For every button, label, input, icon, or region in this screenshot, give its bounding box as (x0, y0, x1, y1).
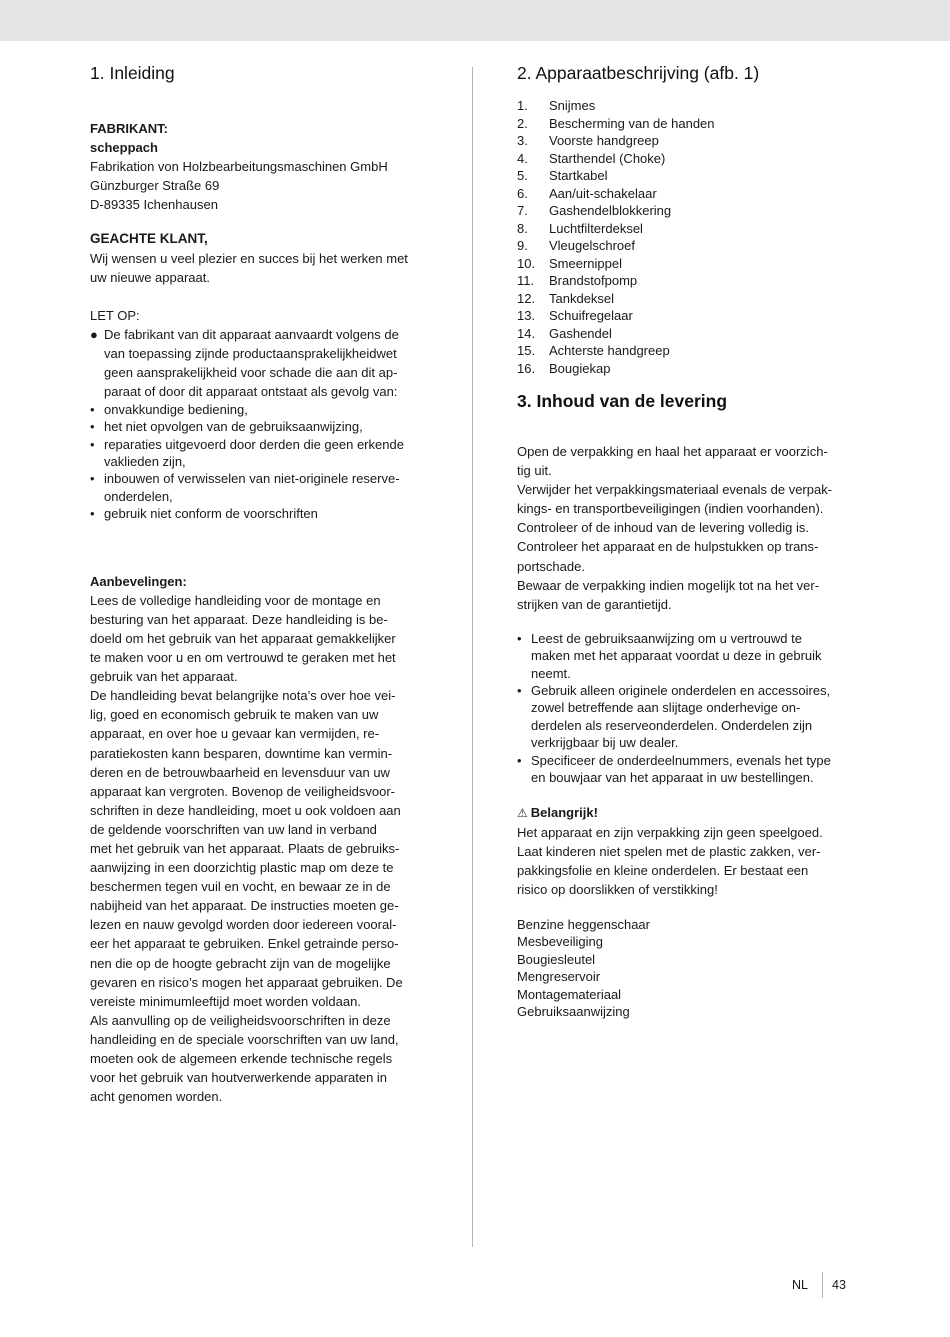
part-number: 7. (517, 203, 528, 218)
part-label: Voorste handgreep (549, 133, 659, 148)
contents-item: Benzine heggenschaar (517, 916, 650, 932)
bullet-icon: • (90, 471, 95, 487)
part-label: Bougiekap (549, 360, 611, 376)
part-label: Achterste handgreep (549, 343, 670, 358)
dear-customer-line: uw nieuwe apparaat. (90, 269, 210, 285)
delivery-line: Controleer het apparaat en de hulpstukken op trans- (517, 539, 819, 555)
recommendations-line: de geldende voorschriften van uw land in verband (90, 821, 377, 837)
bullet-icon: ● (90, 326, 98, 342)
recommendations-line: apparaat kan vergroten. Bovenop de veiligheidsvoor- (90, 783, 395, 799)
part-label: Luchtfilterdeksel (549, 220, 643, 236)
delivery-line: tig uit. (517, 463, 552, 479)
contents-item: Montagemateriaal (517, 986, 622, 1002)
list-item-line: verkrijgbaar bij uw dealer. (531, 735, 679, 751)
list-item-line: en bouwjaar van het apparaat in uw bestellingen. (531, 770, 814, 786)
list-item: • gebruik niet conform de voorschriften (90, 506, 318, 522)
list-item-line: Leest de gebruiksaanwijzing om u vertrouwd te (531, 630, 802, 646)
contents-item: Mesbeveiliging (517, 934, 603, 950)
recommendations-line: lig, goed en economisch gebruik te maken van uw (90, 707, 379, 723)
dear-customer-line: Wij wensen u veel plezier en succes bij het werken met (90, 250, 408, 266)
list-item-line: zowel betreffende aan slijtage onderhevige on- (531, 700, 801, 716)
left-column (90, 60, 435, 1106)
important-line: Het apparaat en zijn verpakking zijn geen speelgoed. (517, 824, 823, 840)
important-text (517, 823, 862, 899)
page-number: 43 (832, 1278, 846, 1292)
contents-item: Bougiesleutel (517, 951, 596, 967)
recommendations-line: schriften in deze handleiding, moet u ook voldoen aan (90, 802, 401, 818)
language-code: NL (792, 1278, 808, 1292)
part-number: 6. (517, 185, 528, 201)
footer-divider (822, 1272, 823, 1298)
recommendations-line: gevaren en risico’s mogen het apparaat gebruiken. De (90, 974, 403, 990)
delivery-line: Bewaar de verpakking indien mogelijk tot na het ver- (517, 577, 820, 593)
delivery-line: strijken van de garantietijd. (517, 596, 672, 612)
part-number: 13. (517, 308, 536, 323)
delivery-line: Controleer of de inhoud van de levering volledig is. (517, 520, 809, 536)
list-item (517, 682, 862, 752)
part-item (517, 202, 862, 220)
part-number: 1. (517, 98, 528, 113)
recommendations-line: eer het apparaat te gebruiken. Enkel getrainde perso- (90, 936, 399, 952)
recommendations-line: Als aanvulling op de veiligheidsvoorschriften in deze (90, 1012, 391, 1028)
delivery-line: kings- en transportbeveiligingen (indien voorhanden). (517, 501, 824, 517)
part-item (517, 150, 862, 168)
recommendations-line: lezen en nauw gevolgd worden door iedereen vooral- (90, 917, 397, 933)
part-item (517, 237, 862, 255)
contents-item: Gebruiksaanwijzing (517, 1004, 630, 1020)
part-number: 9. (517, 238, 528, 253)
list-item-line: Gebruik alleen originele onderdelen en accessoires, (531, 683, 831, 699)
delivery-line: Open de verpakking en haal het apparaat er voorzich- (517, 444, 828, 459)
part-number: 11. (517, 273, 535, 288)
part-item (517, 360, 862, 378)
bullet-icon: • (90, 436, 95, 452)
part-number: 16. (517, 360, 536, 376)
bullet-icon: • (517, 752, 522, 768)
contents-item: Mengreservoir (517, 969, 601, 985)
warning-triangle-icon: ⚠ (517, 805, 528, 820)
part-item (517, 307, 862, 325)
manufacturer-label: FABRIKANT: (90, 121, 168, 136)
address-line: D-89335 Ichenhausen (90, 197, 218, 213)
important-heading: ⚠ Belangrijk! (517, 803, 862, 823)
right-column (517, 60, 862, 1021)
bullet-icon: • (517, 683, 522, 699)
recommendations-line: voor het gebruik van houtverwerkende apparaten in (90, 1070, 388, 1086)
part-item (517, 325, 862, 343)
part-number: 12. (517, 290, 536, 306)
delivery-text (517, 442, 862, 614)
part-label: Brandstofpomp (549, 273, 638, 288)
part-item (517, 342, 862, 360)
part-label: Snijmes (549, 98, 596, 113)
important-line: Laat kinderen niet spelen met de plastic zakken, ver- (517, 843, 821, 859)
list-item: • inbouwen of verwisselen van niet-originele reserve- onderdelen, (90, 471, 400, 504)
part-label: Bescherming van de handen (549, 115, 715, 131)
list-item: • onvakkundige bediening, (90, 401, 248, 417)
manufacturer-name: scheppach (90, 140, 158, 156)
recommendations-line: gebruik van het apparaat. (90, 669, 238, 685)
part-number: 3. (517, 133, 528, 148)
dear-customer-heading: GEACHTE KLANT, (90, 231, 208, 247)
recommendations-line: te maken voor u en om vertrouwd te geraken met het (90, 650, 396, 666)
part-number: 10. (517, 255, 536, 271)
section-title-delivery-contents: 3. Inhoud van de levering (517, 391, 728, 411)
section-title-introduction: 1. Inleiding (90, 63, 175, 83)
part-label: Vleugelschroef (549, 238, 635, 253)
part-item (517, 290, 862, 308)
part-number: 8. (517, 220, 528, 236)
recommendations-line: moeten ook de algemeen erkende technische regels (90, 1051, 393, 1067)
list-item: • het niet opvolgen van de gebruiksaanwijzing, (90, 419, 363, 435)
part-number: 15. (517, 343, 536, 358)
recommendations-line: vereiste minimumleeftijd moet worden voldaan. (90, 993, 361, 1009)
recommendations-line: aanwijzing in een doorzichtig plastic map om deze te (90, 860, 394, 876)
recommendations-line: Lees de volledige handleiding voor de montage en (90, 592, 381, 608)
part-label: Startkabel (549, 168, 608, 183)
bullet-icon: • (90, 506, 95, 522)
part-label: Gashendel (549, 325, 612, 341)
list-item: ● De fabrikant van dit apparaat aanvaardt volgens de van toepassing zijnde productaansprakelijkheidwet geen aansprakelijkheid voor schade die aan dit ap- paraat of door dit apparaat ontstaat als gevolg van: (90, 326, 399, 399)
part-label: Gashendelblokkering (549, 203, 672, 218)
part-label: Aan/uit-schakelaar (549, 185, 657, 201)
bullet-icon: • (517, 630, 522, 646)
part-item (517, 115, 862, 133)
list-item (517, 752, 862, 787)
part-label: Smeernippel (549, 255, 622, 271)
attention-list (90, 325, 435, 523)
recommendations-line: De handleiding bevat belangrijke nota’s over hoe vei- (90, 688, 396, 704)
section-title-device-description: 2. Apparaatbeschrijving (afb. 1) (517, 63, 760, 83)
recommendations-line: acht genomen worden. (90, 1089, 223, 1105)
recommendations-text (90, 591, 435, 1107)
recommendations-line: besturing van het apparaat. Deze handleiding is be- (90, 611, 388, 627)
part-number: 14. (517, 325, 536, 341)
list-item: • reparaties uitgevoerd door derden die geen erkende vaklieden zijn, (90, 436, 404, 470)
recommendations-line: nen die op de hoogte gebracht zijn van de mogelijke (90, 955, 391, 971)
address-line: Günzburger Straße 69 (90, 178, 220, 194)
part-label: Tankdeksel (549, 290, 615, 306)
list-item (517, 630, 862, 682)
part-item (517, 97, 862, 115)
recommendations-line: met het gebruik van het apparaat. Plaats de gebruiks- (90, 841, 400, 856)
parts-list (517, 97, 862, 377)
part-number: 5. (517, 168, 528, 183)
part-item (517, 220, 862, 238)
list-item-line: Specificeer de onderdeelnummers, evenals het type (531, 752, 831, 768)
column-divider (472, 67, 473, 1247)
part-item (517, 167, 862, 185)
delivery-line: portschade. (517, 558, 585, 574)
recommendations-heading: Aanbevelingen: (90, 573, 187, 589)
recommendations-line: doeld om het gebruik van het apparaat gemakkelijker (90, 630, 396, 646)
recommendations-line: handleiding en de speciale voorschriften van uw land, (90, 1031, 399, 1047)
list-item-line: neemt. (531, 665, 571, 681)
bullet-icon: • (90, 419, 95, 435)
address-line: Fabrikation von Holzbearbeitungsmaschinen GmbH (90, 159, 388, 175)
part-item (517, 185, 862, 203)
part-number: 2. (517, 115, 528, 131)
part-label: Starthendel (Choke) (549, 150, 666, 166)
delivery-line: Verwijder het verpakkingsmateriaal evenals de verpak- (517, 482, 833, 498)
part-item (517, 272, 862, 290)
recommendations-line: paratiekosten kann besparen, downtime kan vermin- (90, 745, 393, 761)
part-item (517, 132, 862, 150)
recommendations-line: beschermen tegen vuil en vocht, en bewaar ze in de (90, 879, 391, 895)
list-item-line: maken met het apparaat voordat u deze in gebruik (531, 648, 822, 664)
bullet-icon: • (90, 401, 95, 417)
important-line: pakkingsfolie en kleine onderdelen. Er bestaat een (517, 862, 809, 878)
attention-heading: LET OP: (90, 307, 140, 323)
delivery-bullet-list (517, 630, 862, 787)
top-banner (0, 0, 950, 41)
recommendations-line: apparaat, en over hoe u gevaar kan vermijden, re- (90, 726, 380, 742)
list-item-line: derdelen als reserveonderdelen. Onderdelen zijn (531, 717, 813, 733)
part-label: Schuifregelaar (549, 308, 633, 323)
part-item (517, 255, 862, 273)
recommendations-line: deren en de betrouwbaarheid en levensduur van uw (90, 764, 390, 780)
important-line: risico op doorslikken of verstikking! (517, 881, 718, 897)
contents-list (517, 916, 862, 1021)
recommendations-line: nabijheid van het apparaat. De instructies moeten ge- (90, 898, 399, 914)
part-number: 4. (517, 150, 528, 166)
